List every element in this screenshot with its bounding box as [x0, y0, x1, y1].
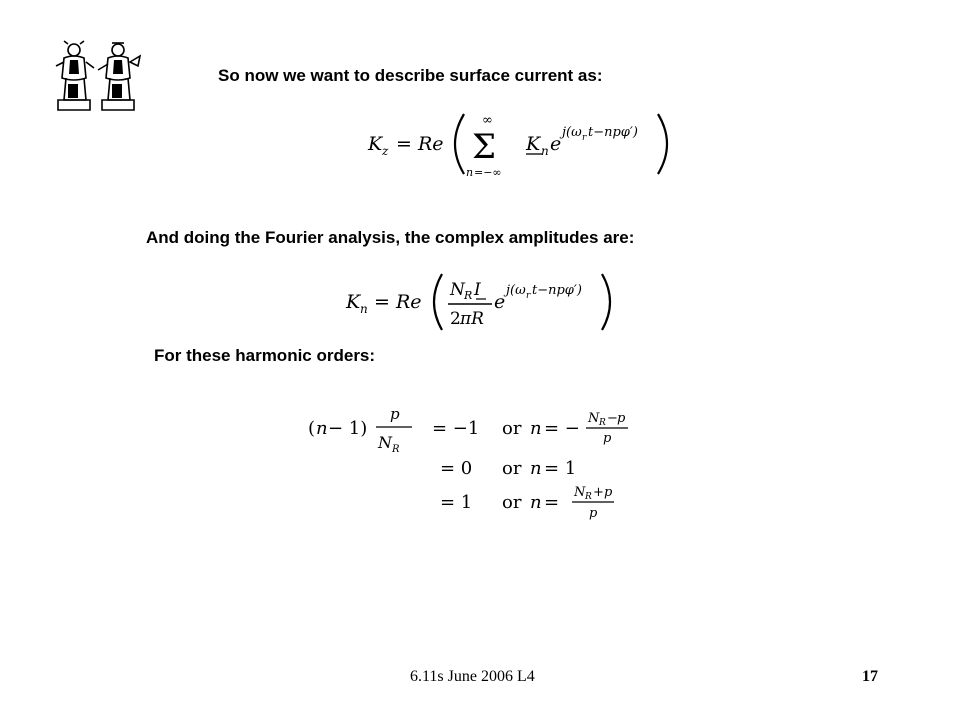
svg-text:I: I [474, 280, 481, 300]
heading-harmonic-orders: For these harmonic orders: [154, 346, 376, 365]
svg-text:R: R [464, 289, 473, 302]
svg-text:+: + [593, 485, 604, 500]
svg-text:r: r [582, 133, 587, 143]
svg-text:=−∞: =−∞ [474, 166, 502, 179]
svg-text:− 1): − 1) [328, 418, 368, 439]
svg-text:= −1: = −1 [432, 418, 480, 439]
svg-text:n: n [530, 492, 542, 513]
svg-text:∞: ∞ [482, 113, 493, 128]
svg-text:R: R [599, 418, 606, 428]
svg-text:p: p [617, 411, 626, 426]
equation-surface-current [366, 108, 686, 188]
svg-text:j(ω: j(ω [506, 283, 526, 298]
heading-surface-current: So now we want to describe surface current as: [218, 66, 603, 85]
svg-text:=: = [396, 133, 412, 155]
svg-text:−: − [607, 411, 618, 426]
svg-text:or: or [502, 492, 522, 513]
svg-text:Re: Re [418, 133, 444, 155]
svg-text:n: n [541, 144, 549, 158]
page-number: 17 [862, 668, 878, 685]
equation-complex-amplitudes [344, 270, 624, 336]
svg-text:K: K [526, 133, 541, 155]
heading-fourier-analysis: And doing the Fourier analysis, the complex amplitudes are: [146, 228, 635, 247]
mit-logo-icon [52, 40, 144, 116]
footer-text: 6.11s June 2006 L4 [410, 668, 535, 685]
svg-text:p: p [589, 506, 598, 521]
svg-text:n: n [466, 166, 474, 179]
svg-text:= 1: = 1 [544, 458, 577, 479]
svg-text:πR: πR [460, 309, 484, 329]
svg-text:N: N [588, 411, 600, 426]
svg-text:N: N [450, 280, 465, 300]
svg-text:z: z [382, 144, 389, 158]
svg-text:= −: = − [544, 418, 580, 439]
svg-text:j(ω: j(ω [562, 125, 582, 140]
svg-text:n: n [530, 418, 542, 439]
svg-text:R: R [585, 492, 592, 502]
svg-text:R: R [392, 444, 400, 455]
svg-text:N: N [378, 433, 392, 452]
svg-text:K: K [346, 291, 361, 313]
svg-text:t−npφ′): t−npφ′) [532, 283, 582, 298]
svg-text:Σ: Σ [472, 127, 497, 167]
svg-text:K: K [368, 133, 383, 155]
svg-text:n: n [360, 302, 368, 316]
equation-harmonic-orders [306, 402, 656, 526]
svg-text:or: or [502, 418, 522, 439]
svg-text:e: e [494, 291, 506, 313]
svg-text:n: n [316, 418, 328, 439]
svg-text:e: e [550, 133, 562, 155]
svg-text:N: N [574, 485, 586, 500]
svg-text:(: ( [308, 418, 316, 439]
svg-text:p: p [604, 485, 613, 500]
svg-text:=: = [544, 492, 560, 513]
svg-text:2: 2 [450, 309, 461, 329]
svg-text:= 1: = 1 [440, 492, 473, 513]
svg-text:Re: Re [396, 291, 422, 313]
svg-text:r: r [526, 291, 531, 301]
svg-text:= 0: = 0 [440, 458, 473, 479]
svg-text:p: p [390, 405, 400, 423]
svg-text:t−npφ′): t−npφ′) [588, 125, 638, 140]
svg-text:=: = [374, 291, 390, 313]
svg-text:p: p [603, 431, 612, 446]
svg-text:or: or [502, 458, 522, 479]
svg-text:n: n [530, 458, 542, 479]
